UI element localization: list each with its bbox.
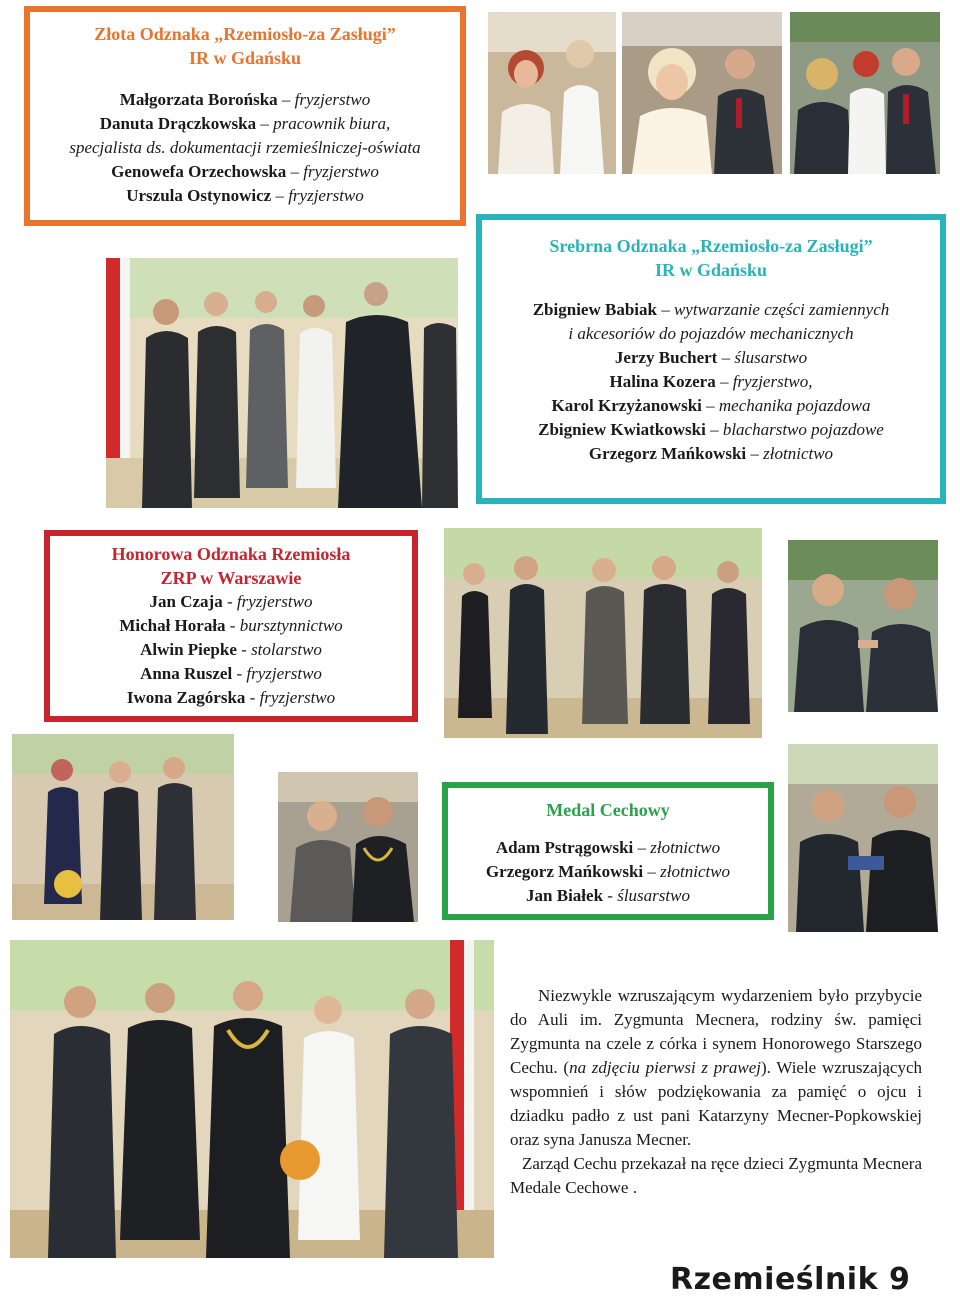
silver-entry — [482, 322, 940, 346]
photo-awardees-flowers — [12, 734, 234, 920]
medal-entry-name: Adam Pstrągowski — [495, 838, 634, 857]
honor-entry-name: Alwin Piepke — [140, 640, 237, 659]
gold-entry-name: Genowefa Orzechowska — [111, 162, 287, 181]
gold-entry-separator: – — [286, 162, 304, 181]
gold-award-box — [24, 6, 466, 226]
silver-entry-name: Karol Krzyżanowski — [551, 396, 702, 415]
honor-entry-name: Michał Horała — [119, 616, 226, 635]
medal-entry-separator: – — [643, 862, 661, 881]
medal-title: Medal Cechowy — [546, 800, 670, 820]
photo-group-awardees-1 — [106, 258, 458, 508]
honor-entry — [50, 590, 412, 614]
photo-group-awardees-2 — [444, 528, 762, 738]
photo-pinning-badge-1 — [488, 12, 616, 174]
honor-entry-craft: fryzjerstwo — [236, 592, 313, 611]
gold-entry-craft: pracownik biura, — [273, 114, 391, 133]
silver-entry-craft: mechanika pojazdowa — [718, 396, 871, 415]
silver-entry-separator: – — [715, 372, 733, 391]
gold-entry-name: Danuta Drączkowska — [99, 114, 257, 133]
gold-award-title: Złota Odznaka „Rzemiosło-za Zasługi” — [94, 24, 396, 44]
silver-award-box — [476, 214, 946, 504]
honor-entry-craft: stolarstwo — [251, 640, 322, 659]
silver-award-subtitle: IR w Gdańsku — [654, 260, 768, 280]
medal-entry-craft: złotnictwo — [650, 838, 721, 857]
silver-entry — [482, 346, 940, 370]
gold-entry-separator: – — [271, 186, 289, 205]
silver-entry-separator: – — [705, 420, 723, 439]
photo-medal-presentation — [788, 744, 938, 932]
photo-chain-of-office — [278, 772, 418, 922]
honor-entry-separator: - — [236, 640, 252, 659]
silver-entry-separator: – — [656, 300, 674, 319]
honor-entry-name: Anna Ruszel — [140, 664, 233, 683]
honor-award-subtitle: ZRP w Warszawie — [160, 568, 302, 588]
medal-entry — [448, 860, 768, 884]
gold-entry — [30, 136, 460, 160]
honor-entry — [50, 662, 412, 686]
gold-entry — [30, 184, 460, 208]
honor-entry — [50, 614, 412, 638]
medal-entry-craft: ślusarstwo — [617, 886, 690, 905]
photo-handshake-1 — [788, 540, 938, 712]
silver-entry-separator: – — [746, 444, 764, 463]
silver-entry — [482, 298, 940, 322]
gold-entry-name: Małgorzata Borońska — [119, 90, 278, 109]
silver-entry-craft: wytwarzanie części zamiennych — [673, 300, 890, 319]
medal-entry — [448, 884, 768, 908]
medal-box — [442, 782, 774, 920]
gold-entry-craft: fryzjerstwo — [303, 162, 379, 181]
silver-entry — [482, 442, 940, 466]
article-paragraph-1-part-1: Niezwykle wzruszającym wydarzeniem było przybycie do Auli im. Zygmunta Mecnera, rodziny św. pamięci Zygmunta na czele z córka i synem Honorowego Starszego Cechu. ( — [510, 986, 922, 1077]
silver-entry — [482, 394, 940, 418]
silver-entry-craft: fryzjerstwo, — [732, 372, 813, 391]
silver-entry-name: Grzegorz Mańkowski — [588, 444, 747, 463]
page-number: 9 — [888, 1262, 911, 1297]
photo-pinning-badge-2 — [622, 12, 782, 174]
medal-entry-separator: – — [633, 838, 651, 857]
silver-award-title: Srebrna Odznaka „Rzemiosło-za Zasługi” — [549, 236, 873, 256]
gold-entry-separator: – — [277, 90, 295, 109]
medal-entry-separator: - — [603, 886, 618, 905]
honor-award-title: Honorowa Odznaka Rzemiosła — [111, 544, 351, 564]
gold-entry-separator: – — [256, 114, 274, 133]
honor-entry-separator: - — [232, 664, 247, 683]
silver-entry-name: Jerzy Buchert — [614, 348, 718, 367]
page-footer — [670, 1262, 910, 1297]
silver-entry-separator: – — [701, 396, 719, 415]
silver-entry — [482, 418, 940, 442]
silver-entry — [482, 370, 940, 394]
honor-entry-craft: bursztynnictwo — [239, 616, 343, 635]
gold-entry-craft: specjalista ds. dokumentacji rzemieślniczej-oświata — [69, 138, 421, 157]
silver-award-list — [482, 298, 940, 466]
magazine-name: Rzemieślnik — [670, 1262, 879, 1297]
gold-award-list — [30, 88, 460, 208]
silver-entry-name: Zbigniew Babiak — [532, 300, 657, 319]
silver-entry-craft: i akcesoriów do pojazdów mechanicznych — [568, 324, 854, 343]
article-paragraph-1 — [510, 984, 922, 1152]
silver-entry-craft: blacharstwo pojazdowe — [722, 420, 884, 439]
medal-entry — [448, 836, 768, 860]
medal-list — [448, 836, 768, 908]
honor-award-list — [50, 590, 412, 710]
photo-mecner-family — [10, 940, 494, 1258]
honor-entry-separator: - — [245, 688, 260, 707]
gold-entry-craft: fryzjerstwo — [294, 90, 371, 109]
gold-entry-name: Urszula Ostynowicz — [126, 186, 272, 205]
honor-entry-craft: fryzjerstwo — [246, 664, 322, 683]
medal-entry-name: Jan Białek — [526, 886, 604, 905]
silver-entry-craft: ślusarstwo — [734, 348, 808, 367]
silver-entry-craft: złotnictwo — [763, 444, 834, 463]
honor-award-box — [44, 530, 418, 722]
honor-entry-separator: - — [225, 616, 240, 635]
honor-entry-separator: - — [222, 592, 237, 611]
silver-entry-name: Halina Kozera — [609, 372, 716, 391]
article-photo-caption-note: na zdjęciu pierwsi z prawej — [569, 1058, 761, 1077]
gold-entry — [30, 112, 460, 136]
photo-pinning-badge-3 — [790, 12, 940, 174]
medal-entry-craft: złotnictwo — [660, 862, 731, 881]
honor-entry-name: Jan Czaja — [149, 592, 223, 611]
gold-entry-craft: fryzjerstwo — [288, 186, 364, 205]
medal-entry-name: Grzegorz Mańkowski — [485, 862, 644, 881]
honor-entry-name: Iwona Zagórska — [126, 688, 246, 707]
article-paragraph-1-part-2: ). Wiele wzruszających wspomnień i słów podziękowania za pamięć o ojcu i dziadku padło z ust pani Katarzyny Mecner-Popkowskiej oraz syna Janusza Mecner. — [510, 1058, 922, 1149]
gold-entry — [30, 88, 460, 112]
silver-entry-name: Zbigniew Kwiatkowski — [538, 420, 706, 439]
article-paragraph-2: Zarząd Cechu przekazał na ręce dzieci Zygmunta Mecnera Medale Cechowe . — [510, 1154, 922, 1197]
gold-award-subtitle: IR w Gdańsku — [188, 48, 302, 68]
article-text — [510, 984, 922, 1200]
silver-entry-separator: – — [717, 348, 735, 367]
gold-entry — [30, 160, 460, 184]
honor-entry-craft: fryzjerstwo — [259, 688, 336, 707]
honor-entry — [50, 638, 412, 662]
honor-entry — [50, 686, 412, 710]
